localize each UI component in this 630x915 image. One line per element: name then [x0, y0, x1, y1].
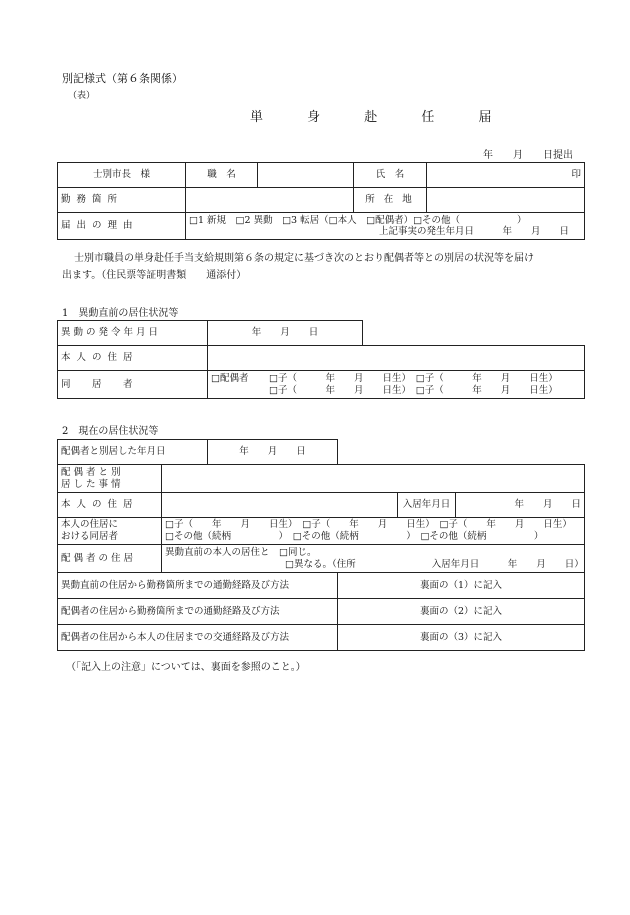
- section2-table: [57, 439, 585, 651]
- workplace-label: 勤務箇所: [58, 188, 186, 213]
- location-label: 所 在 地: [354, 188, 427, 213]
- position-label: 職 名: [186, 163, 258, 188]
- current-child-line[interactable]: □子（ 年 月 日生） □子（ 年 月 日生） □子（ 年 月 日生）: [165, 519, 572, 530]
- name-label: 氏 名: [354, 163, 427, 188]
- intro-line-1: 士別市職員の単身赴任手当支給規則第６条の規定に基づき次のとおり配偶者等との別居の状況等を届け: [74, 253, 534, 264]
- section2-heading: 2 現在の居住状況等: [62, 426, 159, 437]
- cohabit-label: 同 居 者: [58, 371, 208, 399]
- route1-value: 裏面の（1）に記入: [338, 573, 585, 599]
- separation-reason-field[interactable]: [162, 465, 585, 493]
- route1-label: 異動直前の住居から勤務箇所までの通勤経路及び方法: [58, 573, 338, 599]
- move-date-label: 異動の発令年月日: [58, 321, 208, 346]
- footer-note: （「記入上の注意」については、裏面を参照のこと。）: [66, 662, 306, 673]
- current-address-label: 本人の住居: [58, 493, 162, 518]
- reason-label: 届出の理由: [58, 213, 186, 240]
- move-date-field[interactable]: 年 月 日: [208, 321, 363, 346]
- section1-heading: 1 異動直前の居住状況等: [62, 308, 179, 319]
- submission-date: 年 月 日提出: [483, 150, 573, 161]
- spouse-checkbox[interactable]: □配偶者: [211, 372, 249, 384]
- spouse-address-cell: [162, 545, 585, 573]
- current-cohabit-label: 本人の住居に おける同居者: [58, 518, 162, 545]
- current-address-field[interactable]: [162, 493, 398, 518]
- route2-label: 配偶者の住居から勤務箇所までの通勤経路及び方法: [58, 599, 338, 625]
- cohabit-cell: [208, 371, 585, 399]
- separation-reason-label: 配偶者と別 居した事情: [58, 465, 162, 493]
- location-field[interactable]: [427, 188, 585, 213]
- separation-date-label: 配偶者と別居した年月日: [58, 440, 208, 465]
- recipient: 士別市長 様: [58, 163, 186, 188]
- separation-date-blank: [338, 440, 585, 465]
- reason-options[interactable]: □1 新規 □2 異動 □3 転居（□本人 □配偶者）□その他（ ）: [189, 215, 527, 226]
- child-row-1[interactable]: □子（ 年 月 日生） □子（ 年 月 日生）: [269, 372, 558, 384]
- reason-cell: [186, 213, 585, 240]
- separation-date-field[interactable]: 年 月 日: [208, 440, 338, 465]
- route3-label: 配偶者の住居から本人の住居までの交通経路及び方法: [58, 625, 338, 651]
- section1-table: [57, 320, 585, 399]
- occurrence-date[interactable]: 上記事実の発生年月日 年 月 日: [379, 226, 570, 237]
- workplace-field[interactable]: [186, 188, 354, 213]
- position-field[interactable]: [258, 163, 354, 188]
- movein-label: 入居年月日: [398, 493, 456, 518]
- page-title: 単 身 赴 任 届: [250, 110, 512, 125]
- move-date-blank: [363, 321, 585, 346]
- current-other-line[interactable]: □その他（続柄 ） □その他（続柄 ） □その他（続柄 ）: [165, 531, 544, 542]
- spouse-same-option[interactable]: 異動直前の本人の居住と □同じ。: [165, 546, 317, 558]
- prev-address-label: 本人の住居: [58, 346, 208, 371]
- intro-line-2: 出ます。（住民票等証明書類 通添付）: [62, 270, 247, 281]
- route2-value: 裏面の（2）に記入: [338, 599, 585, 625]
- top-table: [57, 162, 585, 240]
- current-cohabit-cell: [162, 518, 585, 545]
- spouse-diff-option[interactable]: □異なる。（住所 入居年月日 年 月 日）: [285, 558, 584, 570]
- side-label: （表）: [68, 91, 96, 101]
- prev-address-field[interactable]: [208, 346, 585, 371]
- child-row-2[interactable]: □子（ 年 月 日生） □子（ 年 月 日生）: [269, 384, 558, 396]
- form-label: 別記様式（第６条関係）: [62, 72, 183, 85]
- spouse-address-label: 配偶者の住居: [58, 545, 162, 573]
- movein-field[interactable]: 年 月 日: [456, 493, 585, 518]
- seal-mark: 印: [427, 163, 585, 188]
- route3-value: 裏面の（3）に記入: [338, 625, 585, 651]
